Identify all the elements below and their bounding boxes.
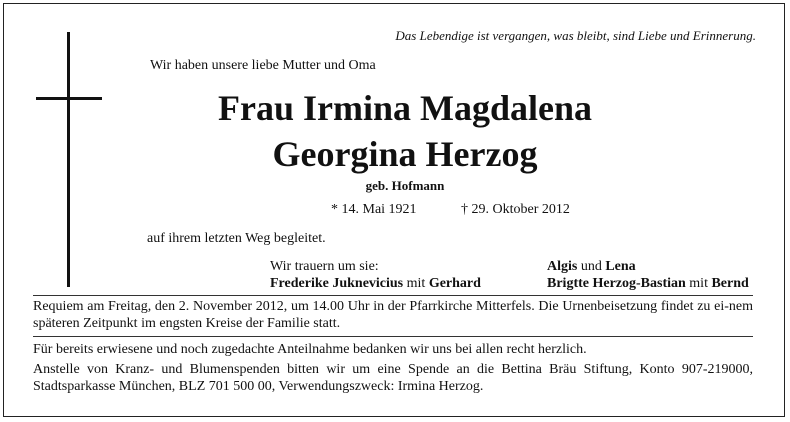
birth-date: * 14. Mai 1921 — [331, 202, 417, 217]
birth-name: geb. Hofmann — [365, 178, 445, 193]
intro-text: Wir haben unsere liebe Mutter und Oma — [150, 58, 376, 73]
divider — [33, 336, 753, 337]
mourner-family-3 — [547, 276, 749, 292]
mourner-partner: Lena — [605, 259, 636, 274]
requiem-text: Requiem am Freitag, den 2. November 2012, um 14.00 Uhr in der Pfarrkirche Mitterfels. Die Urnenbeisetzung findet zu ei-nem späteren Zeitpunkt im engsten Kreise der Familie statt. — [33, 299, 753, 331]
mourner-name: Algis — [547, 259, 578, 274]
deceased-name-line1: Frau Irmina Magdalena — [218, 88, 592, 128]
mourner-name: Brigtte Herzog-Bastian — [547, 276, 686, 291]
mourner-partner: Bernd — [711, 276, 749, 291]
deceased-name-line2: Georgina Herzog — [272, 134, 538, 174]
thanks-text: Für bereits erwiesene und noch zugedachte Anteilnahme bedanken wir uns bei allen recht herzlich. — [33, 342, 587, 357]
divider — [33, 295, 753, 296]
mourner-name: Frederike Juknevicius — [270, 276, 404, 291]
mourner-partner: Gerhard — [428, 276, 481, 291]
mourner-conjunction: mit — [689, 276, 708, 291]
mourner-family-1 — [270, 276, 481, 292]
motto-quote: Das Lebendige ist vergangen, was bleibt, sind Liebe und Erinnerung. — [395, 28, 756, 43]
mourner-conjunction: und — [580, 259, 602, 274]
escort-text: auf ihrem letzten Weg begleitet. — [147, 231, 326, 246]
mourners-intro: Wir trauern um sie: — [270, 259, 379, 274]
cross-icon-vertical — [67, 32, 70, 287]
mourner-family-2 — [547, 259, 636, 275]
death-date: † 29. Oktober 2012 — [461, 202, 570, 217]
cross-icon-horizontal — [36, 97, 102, 100]
mourner-conjunction: mit — [406, 276, 426, 291]
donation-text: Anstelle von Kranz- und Blumenspenden bitten wir um eine Spende an die Bettina Bräu Stiftung, Konto 907-219000, Stadtsparkasse München, BLZ 701 500 00, Verwendungszweck: Irmina Herzog. — [33, 362, 753, 394]
